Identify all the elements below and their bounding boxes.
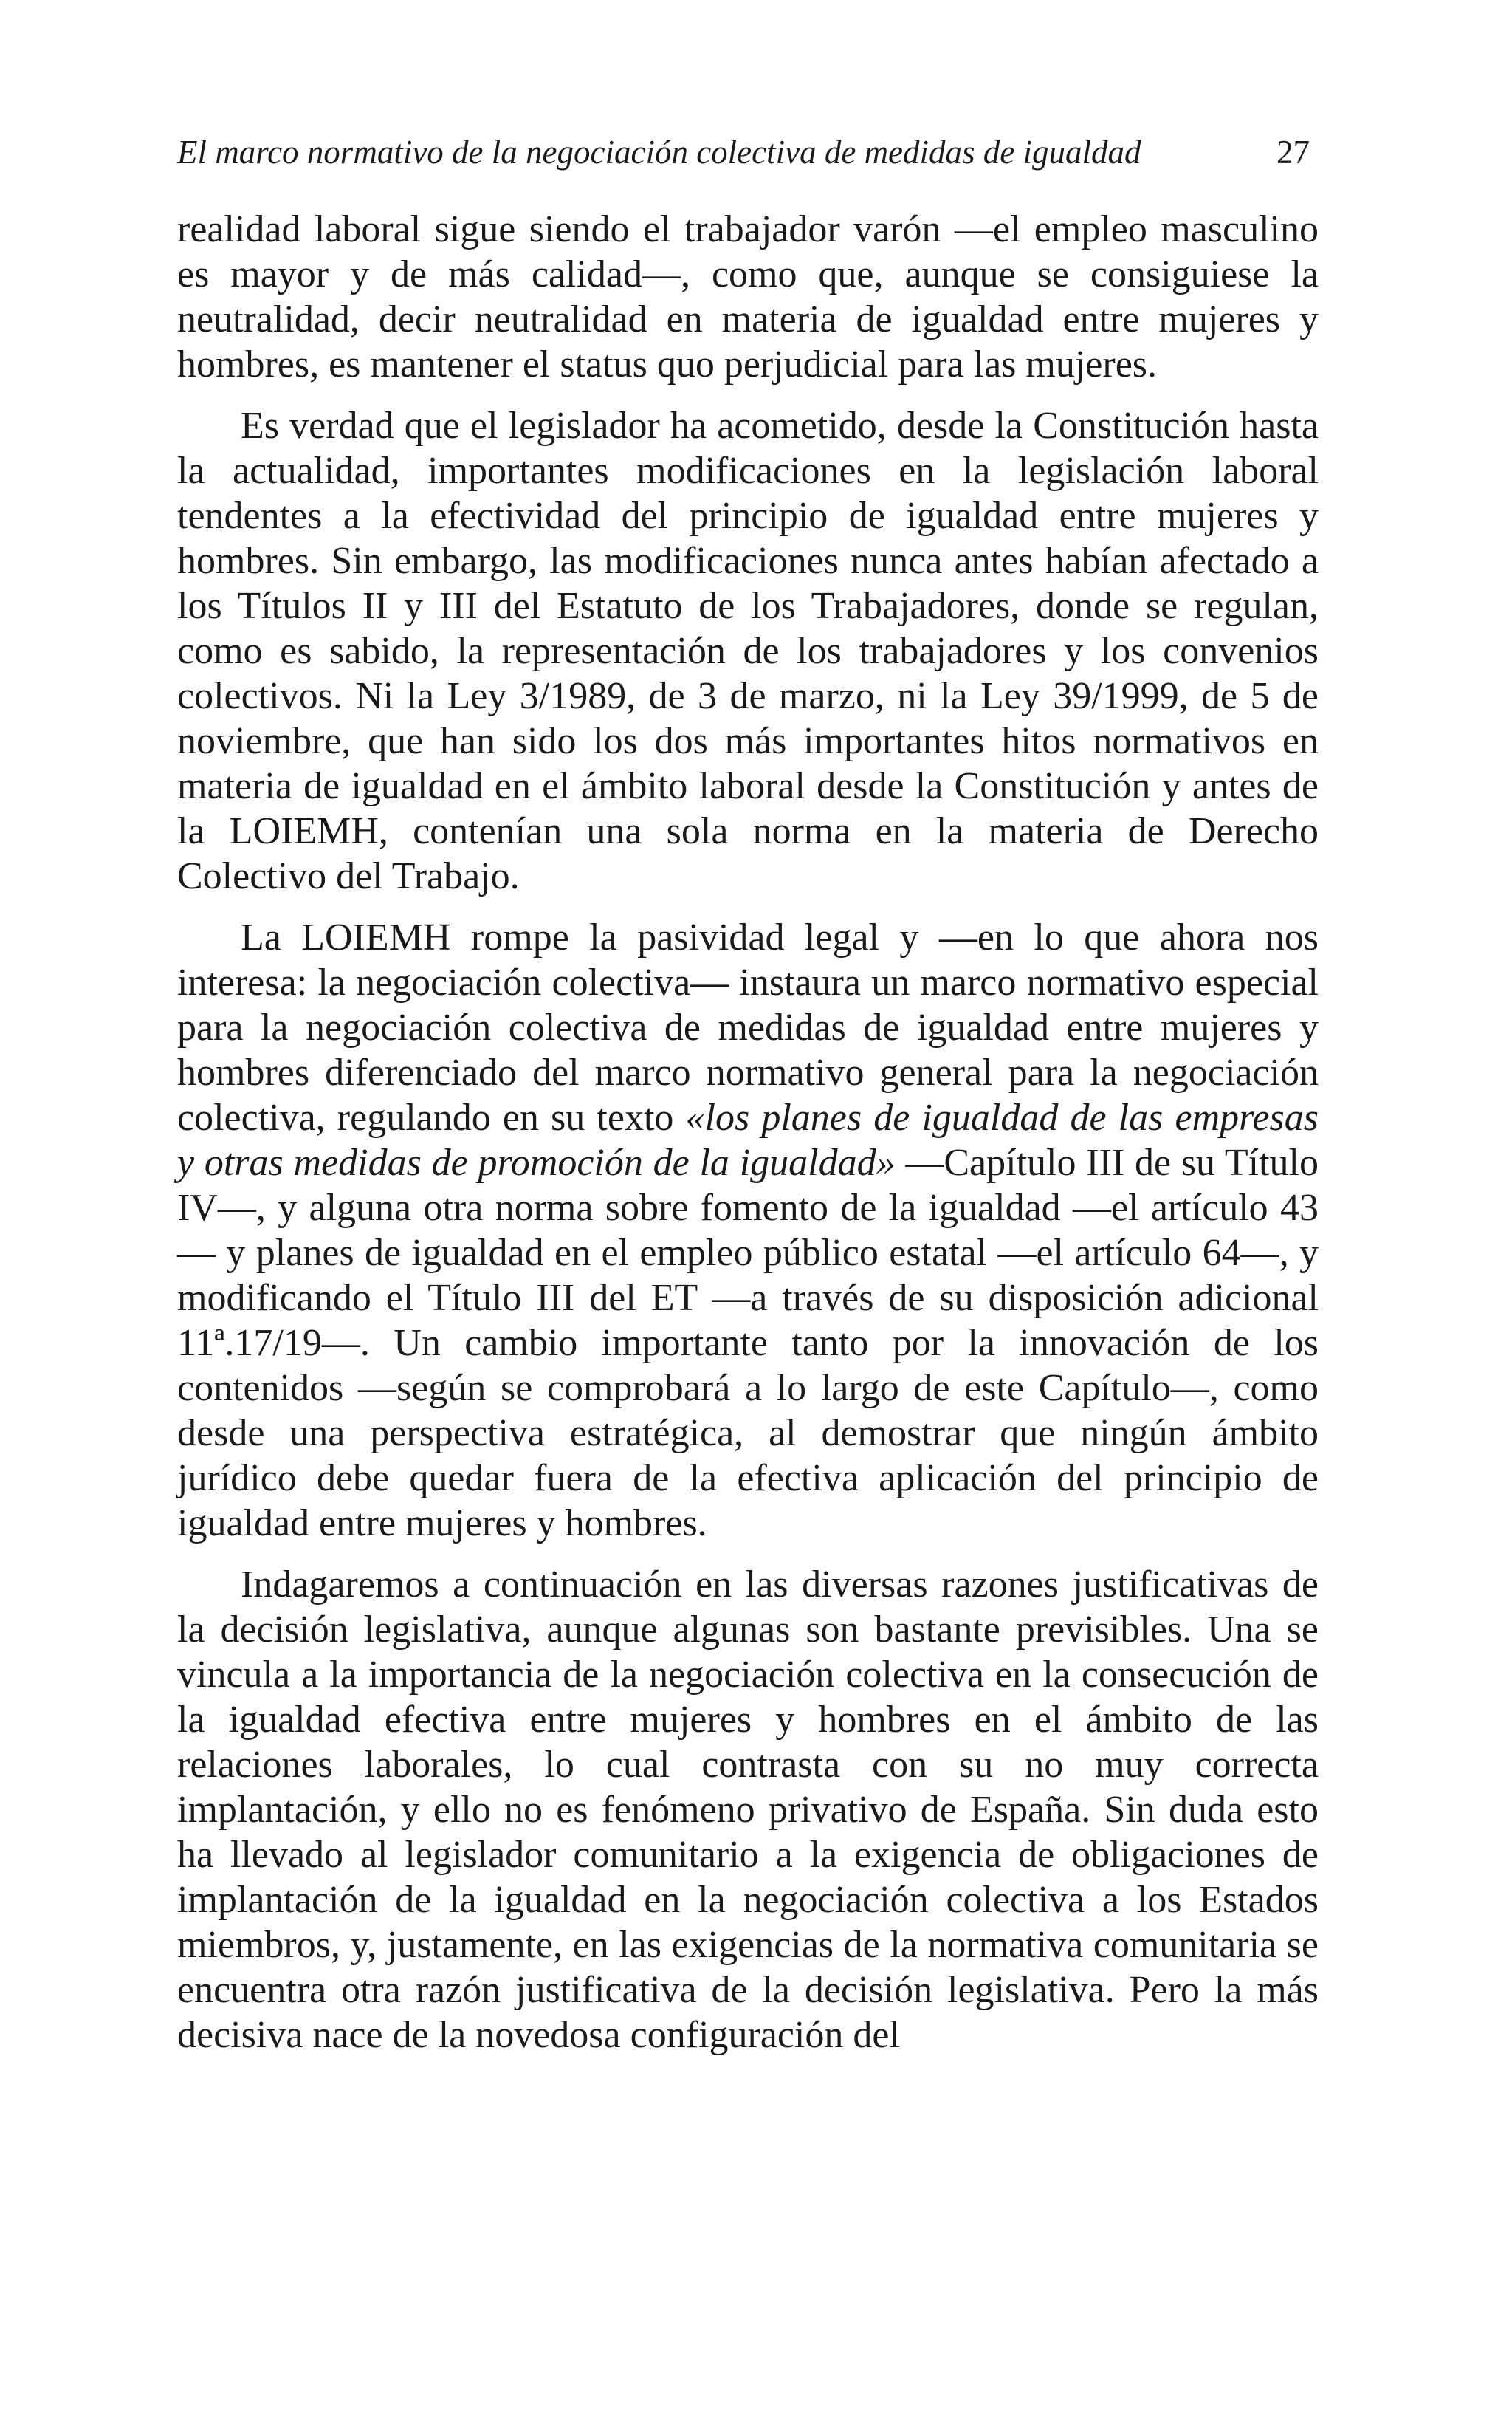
running-header (177, 130, 1319, 174)
running-title: El marco normativo de la negociación colectiva de medidas de igualdad (177, 134, 1141, 171)
paragraph-loiemh-text-after: —Capítulo III de su Título IV—, y alguna otra norma sobre fomento de la igualdad —el artículo 43— y planes de igualdad en el empleo público estatal —el artículo 64—, y modificando el Título III del ET —a través de su disposición adicional 11ª.17/19—. Un cambio importante tanto por la innovación de los contenidos —según se comprobará a lo largo de este Capítulo—, como desde una perspectiva estratégica, al demostrar que ningún ámbito jurídico debe quedar fuera de la efectiva aplicación del principio de igualdad entre mujeres y hombres. (177, 1142, 1319, 1544)
paragraph-continuation: realidad laboral sigue siendo el trabajador varón —el empleo masculino es mayor y de más calidad—, como que, aunque se consiguiese la neutralidad, decir neutralidad en materia de igualdad entre mujeres y hombres, es mantener el status quo perjudicial para las mujeres. (177, 208, 1319, 386)
paragraph-loiemh-quotation: «los planes de igualdad de las empresas y otras medidas de promoción de la igualdad» (177, 1097, 1319, 1184)
book-page (177, 130, 1319, 2074)
paragraph-loiemh (177, 915, 1319, 1546)
body-text (177, 207, 1319, 2058)
page-number: 27 (1276, 134, 1310, 171)
paragraph-loiemh-text-before: La LOIEMH rompe la pasividad legal y —en lo que ahora nos interesa: la negociación colectiva— instaura un marco normativo especial para la negociación colectiva de medidas de igualdad entre mujeres y hombres diferenciado del marco normativo general para la negociación colectiva, regulando en su texto (177, 917, 1319, 1139)
paragraph-legislative-changes: Es verdad que el legislador ha acometido, desde la Constitución hasta la actualidad, importantes modificaciones en la legislación laboral tendentes a la efectividad del principio de igualdad entre mujeres y hombres. Sin embargo, las modificaciones nunca antes habían afectado a los Títulos II y III del Estatuto de los Trabajadores, donde se regulan, como es sabido, la representación de los trabajadores y los convenios colectivos. Ni la Ley 3/1989, de 3 de marzo, ni la Ley 39/1999, de 5 de noviembre, que han sido los dos más importantes hitos normativos en materia de igualdad en el ámbito laboral desde la Constitución y antes de la LOIEMH, contenían una sola norma en la materia de Derecho Colectivo del Trabajo. (177, 405, 1319, 897)
paragraph-justifications: Indagaremos a continuación en las diversas razones justificativas de la decisión legislativa, aunque algunas son bastante previsibles. Una se vincula a la importancia de la negociación colectiva en la consecución de la igualdad efectiva entre mujeres y hombres en el ámbito de las relaciones laborales, lo cual contrasta con su no muy correcta implantación, y ello no es fenómeno privativo de España. Sin duda esto ha llevado al legislador comunitario a la exigencia de obligaciones de implantación de la igualdad en la negociación colectiva a los Estados miembros, y, justamente, en las exigencias de la normativa comunitaria se encuentra otra razón justificativa de la decisión legislativa. Pero la más decisiva nace de la novedosa configuración del (177, 1563, 1319, 2056)
